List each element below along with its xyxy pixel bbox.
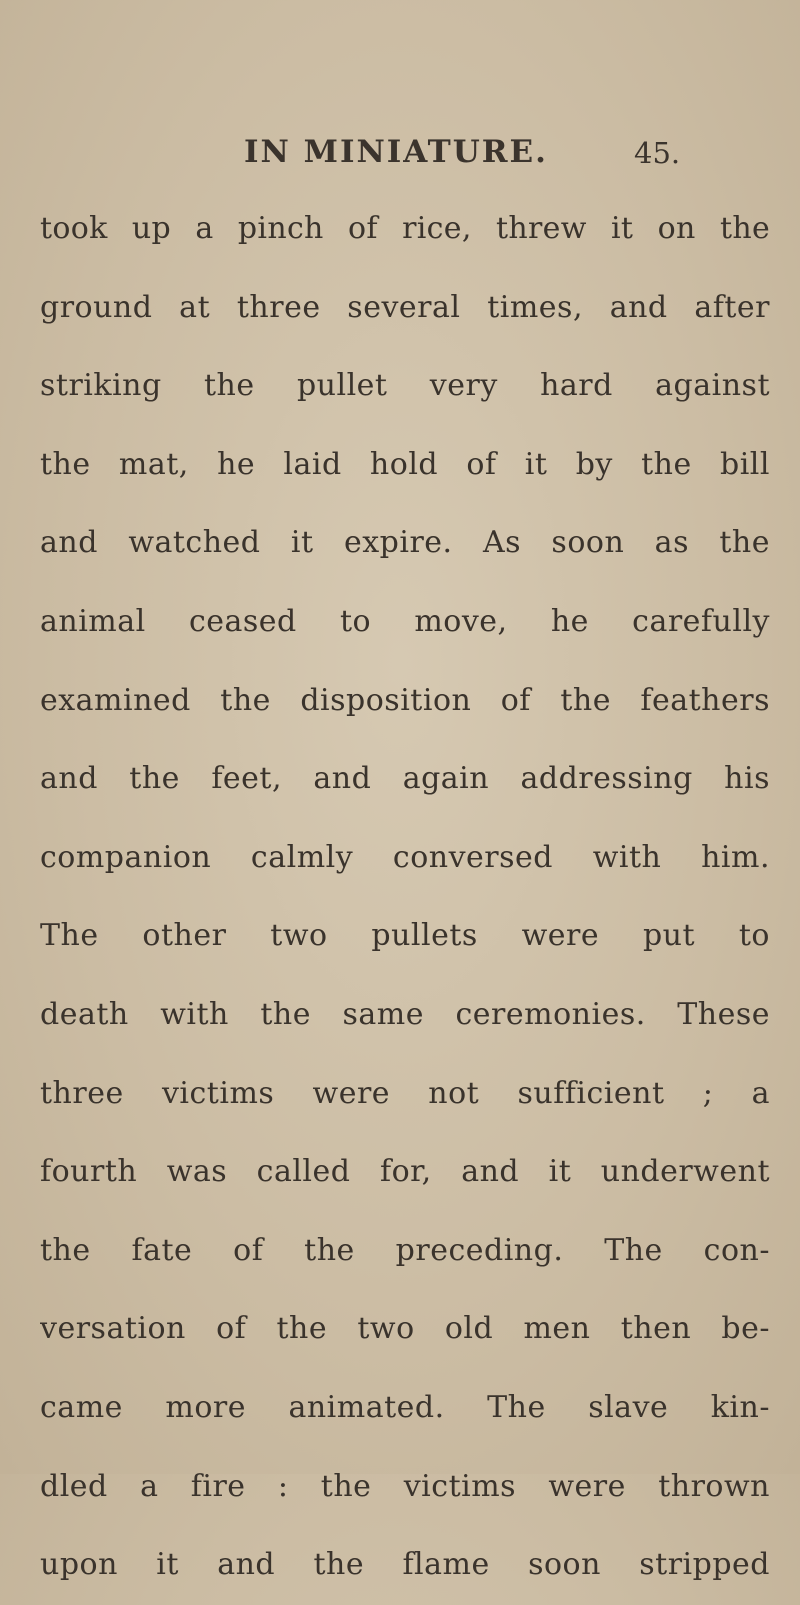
text-line: three victims were not sufficient ; a [40,1075,770,1111]
page-number: 45. [634,136,681,170]
text-line: versation of the two old men then be- [40,1311,770,1347]
text-line: animal ceased to move, he carefully [40,603,770,639]
text-line: striking the pullet very hard against [40,368,770,404]
text-line: and the feet, and again addressing his [40,761,770,797]
text-line: death with the same ceremonies. These [40,996,770,1032]
text-line: the mat, he laid hold of it by the bill [40,446,770,482]
text-line: upon it and the flame soon stripped [40,1547,770,1583]
text-line: dled a fire : the victims were thrown [40,1468,770,1504]
text-line: ground at three several times, and after [40,289,770,325]
text-line: took up a pinch of rice, threw it on the [40,211,770,246]
text-line: The other two pullets were put to [40,918,770,954]
text-line: the fate of the preceding. The con- [40,1232,770,1268]
text-line: companion calmly conversed with him. [40,839,770,875]
text-line: fourth was called for, and it underwent [40,1154,770,1190]
running-title: IN MINIATURE. [244,134,548,170]
body-text [40,190,770,1605]
text-line: and watched it expire. As soon as the [40,525,770,561]
text-line: examined the disposition of the feathers [40,682,770,718]
running-head [244,134,764,184]
text-line: came more animated. The slave kin- [40,1389,770,1425]
